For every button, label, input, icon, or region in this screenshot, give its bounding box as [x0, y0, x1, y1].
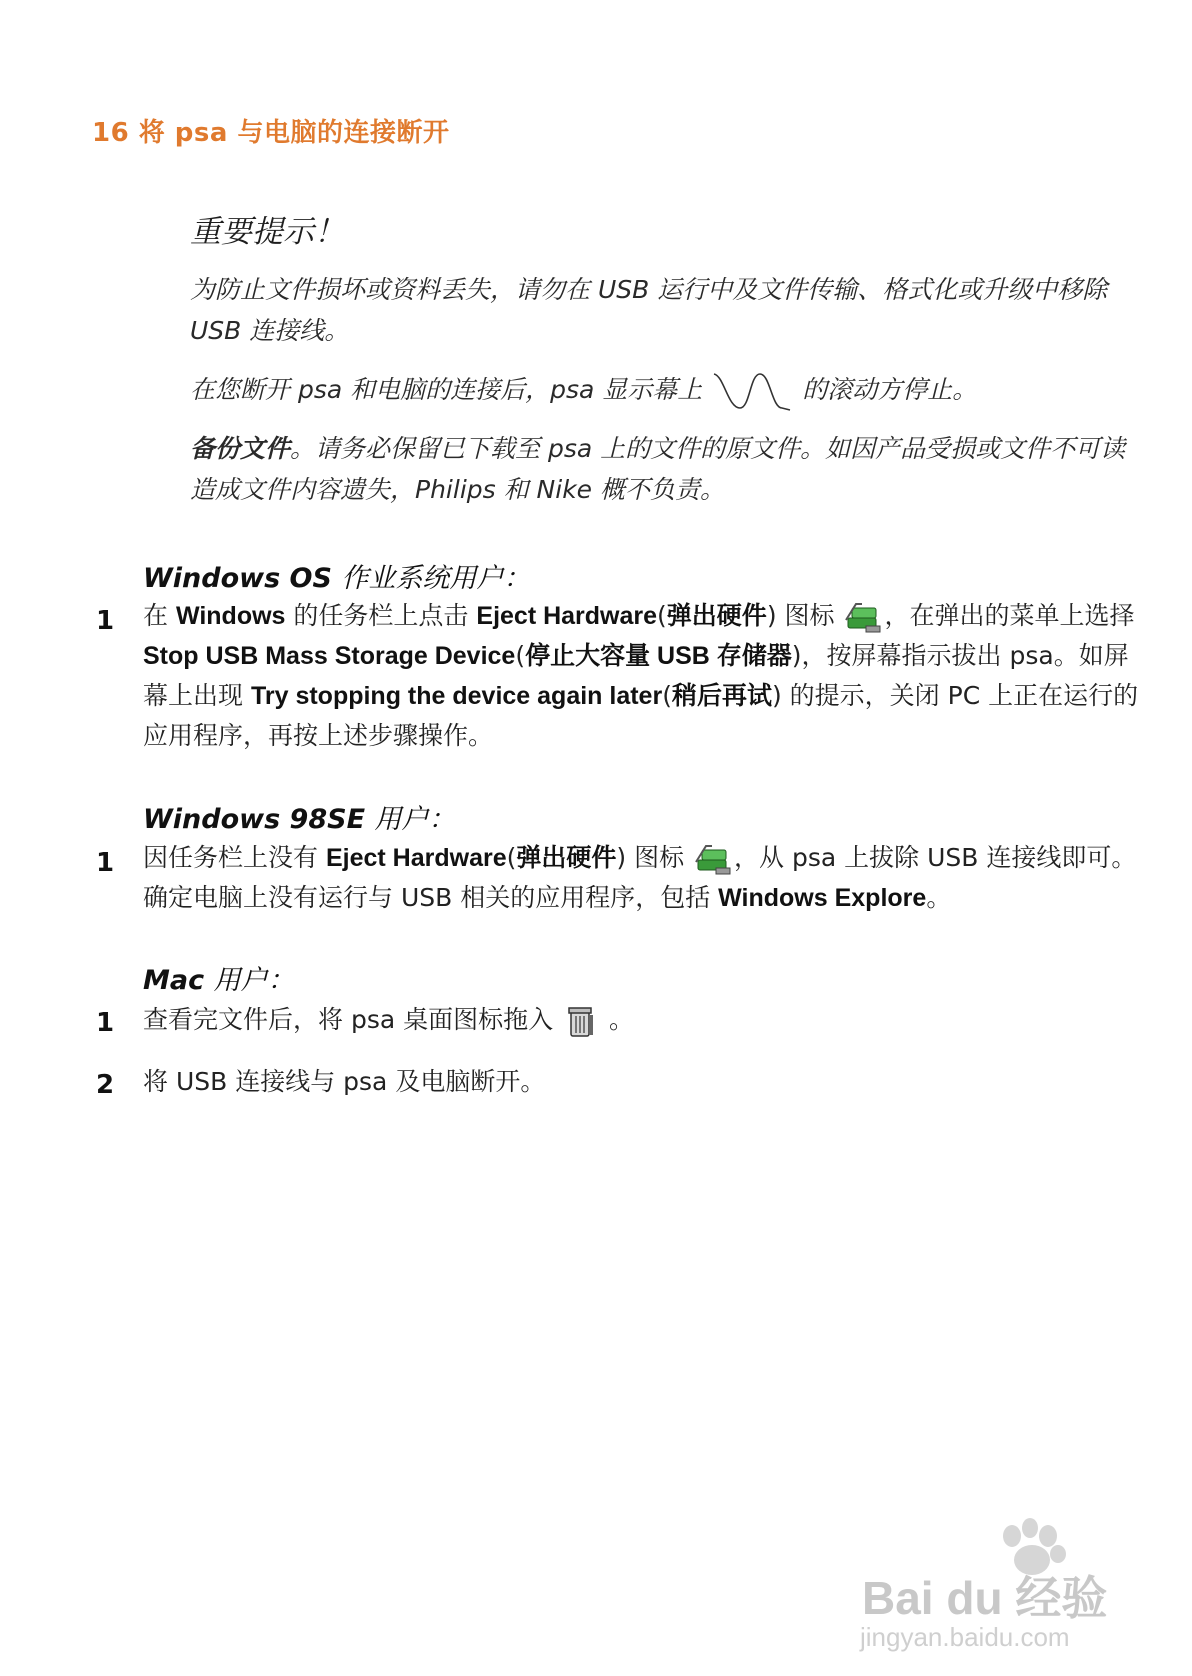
trash-icon [561, 1003, 601, 1039]
text: 。 [926, 883, 952, 912]
watermark-url: jingyan.baidu.com [860, 1622, 1070, 1652]
notice-paragraph-2 [190, 368, 1140, 414]
step-number: 1 [96, 606, 115, 636]
step-text-windows-98se [143, 838, 1143, 918]
watermark-brand: Bai du 经验 [862, 1572, 1108, 1624]
text: 。 [609, 1005, 635, 1034]
bold-text: Windows Explore [718, 884, 927, 912]
section-heading-windows-os [143, 556, 530, 595]
step-text-mac-2: 将 USB 连接线与 psa 及电脑断开。 [143, 1067, 546, 1096]
step-text-mac-1 [143, 1000, 1143, 1040]
text: 因任务栏上没有 [143, 843, 319, 872]
eject-hardware-icon [842, 600, 884, 634]
text: )，按屏幕指示拔出 psa。如屏幕上出现 [143, 641, 1129, 710]
section-heading-mac [143, 958, 295, 997]
bold-text: Try stopping the device again later [250, 682, 663, 710]
step-number: 1 [96, 1008, 115, 1038]
text: ) 图标 [766, 601, 835, 630]
bold-text: Eject Hardware [476, 602, 658, 630]
bold-text: Eject Hardware [325, 844, 507, 872]
notice-p2-text-after: 的滚动方停止。 [802, 375, 978, 404]
text: 的任务栏上点击 [293, 601, 469, 630]
text: ( [662, 681, 672, 710]
text: 查看完文件后，将 psa 桌面图标拖入 [143, 1005, 554, 1034]
section-heading-cn: 作业系统用户： [341, 563, 531, 594]
text: 在 [143, 601, 169, 630]
bold-text: 稍后再试 [671, 682, 772, 710]
section-heading-en: Windows OS [143, 563, 332, 594]
bold-text: Windows [175, 602, 286, 630]
step-text-windows-os [143, 596, 1143, 756]
bold-text: Stop USB Mass Storage Device [143, 642, 516, 670]
text: ( [657, 601, 667, 630]
notice-p2-text-before: 在您断开 psa 和电脑的连接后，psa 显示幕上 [190, 375, 703, 404]
text: ( [506, 843, 517, 872]
text: ，在弹出的菜单上选择 [884, 601, 1135, 630]
text: ( [515, 641, 526, 670]
notice-paragraph-1: 为防止文件损坏或资料丢失，请勿在 USB 运行中及文件传输、格式化或升级中移除 USB 连接线。 [190, 275, 1108, 345]
section-heading-en: Windows 98SE [143, 804, 366, 835]
notice-p3-text: 。请务必保留已下载至 psa 上的文件的原文件。如因产品受损或文件不可读造成文件内容遗失，Philips 和 Nike 概不负责。 [190, 434, 1126, 504]
step-number: 2 [96, 1070, 115, 1100]
backup-files-label: 备份文件 [190, 434, 291, 463]
bold-text: 弹出硬件 [516, 844, 617, 872]
notice-paragraph-3 [190, 428, 1140, 510]
page-title: 16 将 psa 与电脑的连接断开 [92, 118, 450, 148]
step-number: 1 [96, 848, 115, 878]
eject-hardware-icon [692, 842, 734, 876]
notice-heading: 重要提示！ [190, 214, 345, 250]
text: ) 的提示，关闭 PC 上正在运行的应用程序，再按上述步骤操作。 [143, 681, 1139, 750]
section-heading-cn: 用户： [374, 804, 456, 835]
bold-text: 停止大容量 USB 存储器 [525, 642, 792, 670]
section-heading-windows-98se [143, 797, 455, 836]
section-heading-cn: 用户： [213, 965, 295, 996]
bold-text: 弹出硬件 [666, 602, 767, 630]
text: ) 图标 [616, 843, 685, 872]
text: ，从 psa 上拔除 USB 连接线即可。确定电脑上没有运行与 USB 相关的应用程序，包括 [143, 843, 1137, 912]
section-heading-en: Mac [143, 965, 205, 996]
scrolling-wave-icon [710, 368, 794, 414]
